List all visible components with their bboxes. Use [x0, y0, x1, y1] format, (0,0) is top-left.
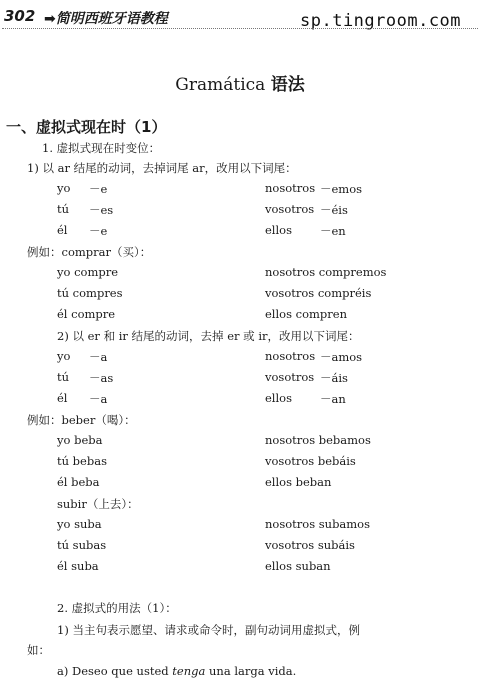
- conj-pronoun: ellos: [265, 391, 292, 405]
- header-rule: [2, 28, 478, 29]
- ar-rule: 1) 以 ar 结尾的动词，去掉词尾 ar，改用以下词尾：: [27, 161, 297, 175]
- conj-ending: －e: [89, 224, 108, 238]
- example-label: 例如：comprar（买）：: [27, 245, 152, 259]
- conj-pronoun: nosotros: [265, 349, 316, 363]
- er-rule: 2) 以 er 和 ir 结尾的动词，去掉 er 或 ir，改用以下词尾：: [57, 329, 360, 343]
- page-title: [0, 70, 480, 95]
- conj-pronoun: nosotros: [265, 181, 316, 195]
- example-form: vosotros subáis: [265, 538, 355, 552]
- example-sentence: [57, 664, 296, 678]
- part2-heading: 2. 虚拟式的用法（1）：: [57, 601, 177, 615]
- watermark: sp.tingroom.com: [300, 11, 462, 31]
- conj-ending: －es: [89, 203, 114, 217]
- example-form: yo suba: [57, 517, 102, 531]
- example-form: él compre: [57, 307, 116, 321]
- example-form: tú subas: [57, 538, 107, 552]
- example-form: vosotros compréis: [265, 286, 372, 300]
- page-number: 302: [4, 7, 36, 25]
- conj-ending: －as: [89, 371, 114, 385]
- example-form: nosotros bebamos: [265, 433, 371, 447]
- example-sentence-post: una larga vida.: [205, 664, 297, 678]
- usage-rule: 1) 当主句表示愿望、请求或命令时，副句动词用虚拟式，例: [57, 623, 360, 637]
- example-form: ellos beban: [265, 475, 332, 489]
- example-form: vosotros bebáis: [265, 454, 356, 468]
- conj-pronoun: vosotros: [265, 202, 315, 216]
- conj-ending: －e: [89, 182, 108, 196]
- example-form: ellos suban: [265, 559, 331, 573]
- example-sentence-pre: a) Deseo que usted: [57, 664, 173, 678]
- example-form: él beba: [57, 475, 100, 489]
- example-form: yo beba: [57, 433, 103, 447]
- conj-pronoun: vosotros: [265, 370, 315, 384]
- conj-pronoun: yo: [57, 349, 71, 363]
- example-form: tú compres: [57, 286, 123, 300]
- conj-pronoun: yo: [57, 181, 71, 195]
- conj-ending: －a: [89, 350, 108, 364]
- conj-ending: －áis: [320, 371, 348, 385]
- conj-pronoun: él: [57, 223, 68, 237]
- example-label: subir（上去）：: [57, 497, 139, 511]
- page-title-main: Gramática: [175, 75, 266, 95]
- conj-ending: －amos: [320, 350, 363, 364]
- example-label: 例如：beber（喝）：: [27, 413, 136, 427]
- usage-rule-cont: 如：: [27, 643, 50, 657]
- page-title-zh: 语法: [270, 75, 305, 95]
- conj-pronoun: tú: [57, 370, 70, 384]
- example-form: nosotros subamos: [265, 517, 371, 531]
- conj-ending: －emos: [320, 182, 363, 196]
- section-heading: 一、虚拟式现在时（1）: [6, 118, 167, 136]
- conj-ending: －a: [89, 392, 108, 406]
- book-title: ➡简明西班牙语教程: [44, 11, 168, 27]
- example-form: ellos compren: [265, 307, 347, 321]
- conj-pronoun: él: [57, 391, 68, 405]
- conj-ending: －éis: [320, 203, 348, 217]
- conj-pronoun: tú: [57, 202, 70, 216]
- example-sentence-verb: tenga: [172, 664, 206, 678]
- example-form: él suba: [57, 559, 99, 573]
- conj-ending: －en: [320, 224, 346, 238]
- example-form: nosotros compremos: [265, 265, 387, 279]
- conj-ending: －an: [320, 392, 346, 406]
- example-form: tú bebas: [57, 454, 107, 468]
- part1-heading: 1. 虚拟式现在时变位：: [42, 141, 161, 155]
- conj-pronoun: ellos: [265, 223, 292, 237]
- example-form: yo compre: [57, 265, 119, 279]
